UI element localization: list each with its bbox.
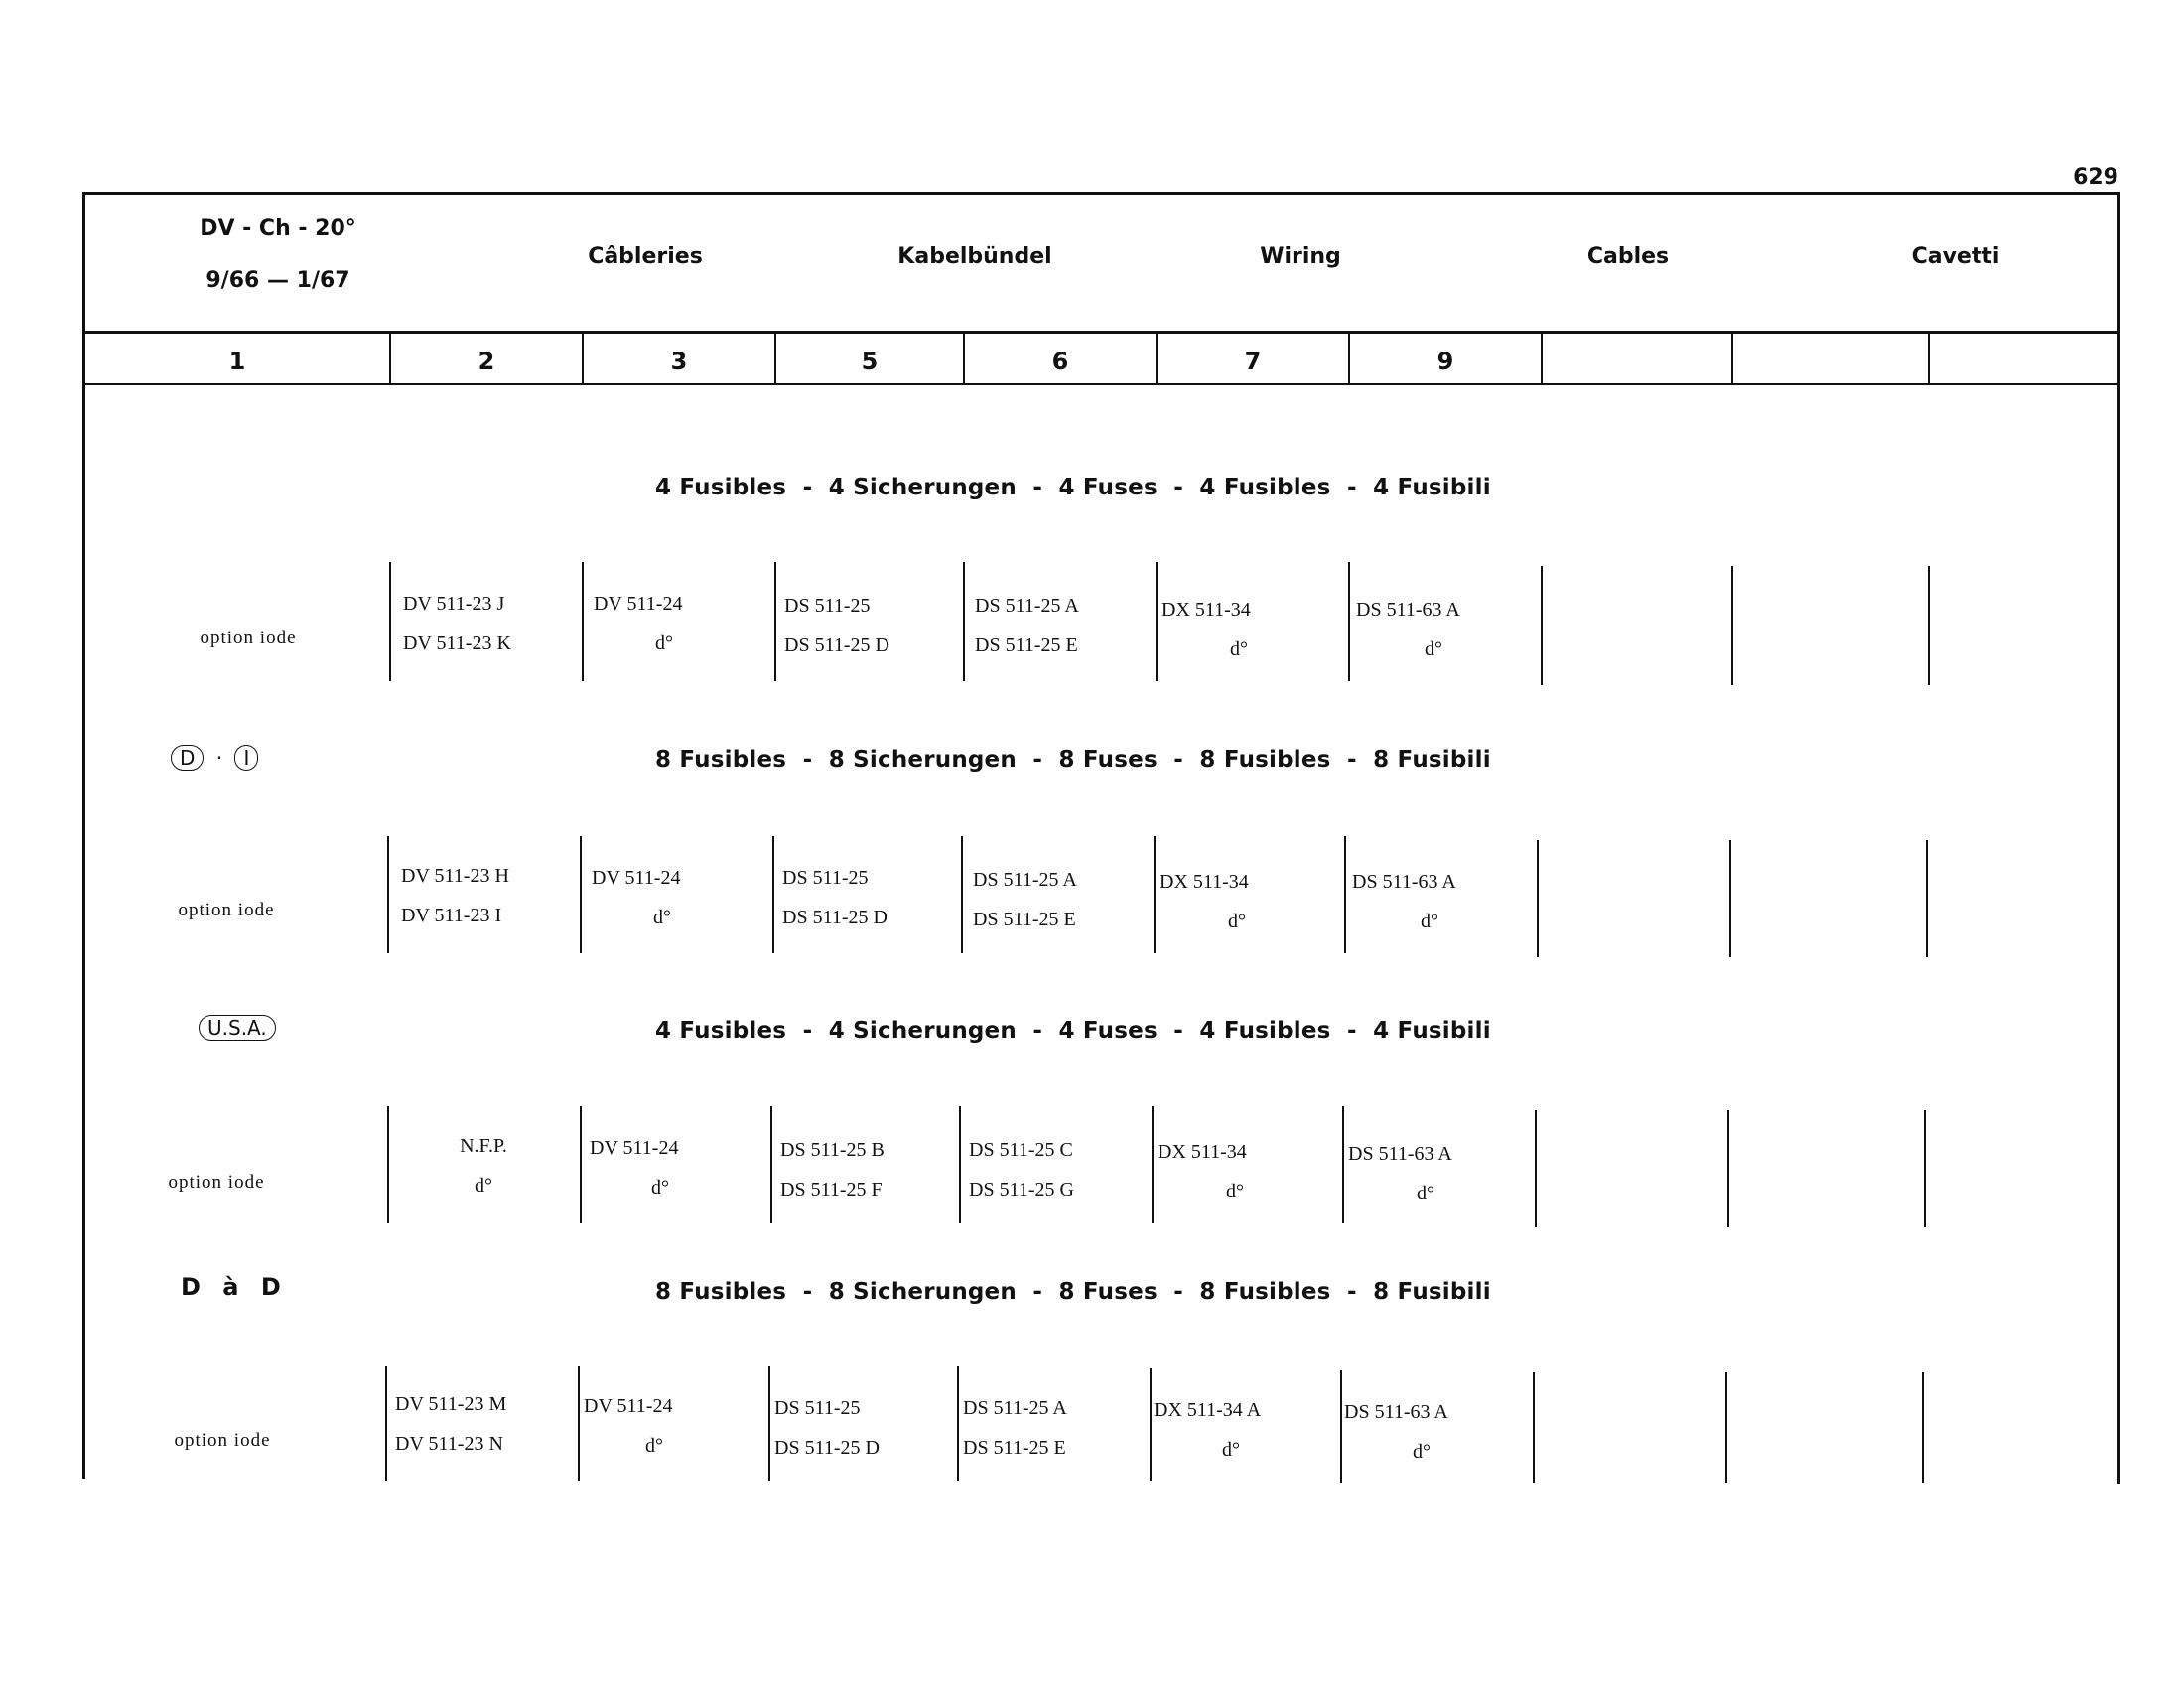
part-cell-col6: DS 511-25 A DS 511-25 E bbox=[973, 869, 1077, 930]
part-cell-col3: DV 511-24 d° bbox=[592, 867, 681, 928]
cell-divider bbox=[582, 562, 584, 681]
column-divider bbox=[1928, 334, 1930, 384]
cell-divider bbox=[1344, 836, 1346, 953]
table-right-border bbox=[2117, 192, 2120, 1484]
cell-divider bbox=[961, 836, 963, 953]
part-cell-col3: DV 511-24 d° bbox=[590, 1137, 679, 1198]
column-number-3: 3 bbox=[670, 348, 688, 375]
part-cell-col7: DX 511-34 d° bbox=[1158, 1141, 1247, 1202]
cell-divider bbox=[963, 562, 965, 681]
column-number-1: 1 bbox=[228, 348, 246, 375]
part-cell-col3: DV 511-24 d° bbox=[584, 1395, 673, 1457]
cell-divider bbox=[385, 1366, 387, 1481]
language-label-fr: Câbleries bbox=[588, 244, 703, 269]
column-divider bbox=[774, 334, 776, 384]
column-divider bbox=[389, 334, 391, 384]
option-label: option iode bbox=[174, 1430, 271, 1451]
fuse-group-heading: 4 Fusibles - 4 Sicherungen - 4 Fuses - 4 Fusibles - 4 Fusibili bbox=[655, 475, 1491, 500]
cell-divider bbox=[1156, 562, 1158, 681]
part-cell-col9: DS 511-63 A d° bbox=[1344, 1401, 1448, 1463]
fuse-group-heading: 4 Fusibles - 4 Sicherungen - 4 Fuses - 4 Fusibles - 4 Fusibili bbox=[655, 1018, 1491, 1044]
column-number-5: 5 bbox=[861, 348, 879, 375]
page-number: 629 bbox=[2073, 165, 2118, 190]
cell-divider bbox=[1340, 1370, 1342, 1483]
column-number-6: 6 bbox=[1051, 348, 1069, 375]
cell-divider bbox=[1727, 1110, 1729, 1227]
part-cell-col2: DV 511-23 H DV 511-23 I bbox=[401, 865, 509, 926]
language-label-it: Cavetti bbox=[1911, 244, 2000, 269]
cell-divider bbox=[772, 836, 774, 953]
part-cell-col7: DX 511-34 A d° bbox=[1154, 1399, 1262, 1461]
cell-divider bbox=[959, 1106, 961, 1223]
cell-divider bbox=[1725, 1372, 1727, 1483]
cell-divider bbox=[774, 562, 776, 681]
column-number-7: 7 bbox=[1244, 348, 1262, 375]
table-top-border bbox=[82, 192, 2120, 195]
column-number-9: 9 bbox=[1436, 348, 1454, 375]
language-label-de: Kabelbündel bbox=[897, 244, 1052, 269]
production-period: 9/66 — 1/67 bbox=[205, 268, 350, 293]
country-label-d-i: D · I bbox=[171, 745, 258, 771]
cell-divider bbox=[768, 1366, 770, 1481]
cell-divider bbox=[580, 836, 582, 953]
cell-divider bbox=[1928, 566, 1930, 685]
column-divider bbox=[1541, 334, 1543, 384]
cell-divider bbox=[770, 1106, 772, 1223]
option-label: option iode bbox=[178, 900, 275, 920]
part-cell-col6: DS 511-25 A DS 511-25 E bbox=[963, 1397, 1067, 1459]
part-cell-col5: DS 511-25 DS 511-25 D bbox=[774, 1397, 880, 1459]
language-label-en: Wiring bbox=[1260, 244, 1341, 269]
column-divider bbox=[582, 334, 584, 384]
cell-divider bbox=[1152, 1106, 1154, 1223]
fuse-group-heading: 8 Fusibles - 8 Sicherungen - 8 Fuses - 8 Fusibles - 8 Fusibili bbox=[655, 747, 1491, 773]
cell-divider bbox=[1154, 836, 1156, 953]
column-number-rule bbox=[82, 383, 2120, 385]
part-cell-col2: DV 511-23 M DV 511-23 N bbox=[395, 1393, 507, 1455]
column-divider bbox=[1731, 334, 1733, 384]
part-cell-col5: DS 511-25 B DS 511-25 F bbox=[780, 1139, 885, 1200]
part-cell-col9: DS 511-63 A d° bbox=[1348, 1143, 1452, 1204]
part-cell-col9: DS 511-63 A d° bbox=[1352, 871, 1456, 932]
part-cell-col2: N.F.P. d° bbox=[460, 1135, 507, 1196]
cell-divider bbox=[1537, 840, 1539, 957]
column-divider bbox=[1156, 334, 1158, 384]
cell-divider bbox=[1731, 566, 1733, 685]
cell-divider bbox=[1533, 1372, 1535, 1483]
cell-divider bbox=[1729, 840, 1731, 957]
option-label: option iode bbox=[200, 628, 297, 648]
column-divider bbox=[1348, 334, 1350, 384]
country-label-d-a-d: D à D bbox=[181, 1273, 281, 1301]
part-cell-col9: DS 511-63 A d° bbox=[1356, 599, 1460, 660]
header-rule bbox=[82, 331, 2120, 334]
cell-divider bbox=[389, 562, 391, 681]
part-cell-col2: DV 511-23 J DV 511-23 K bbox=[403, 593, 511, 654]
cell-divider bbox=[1342, 1106, 1344, 1223]
part-cell-col6: DS 511-25 A DS 511-25 E bbox=[975, 595, 1079, 656]
option-label: option iode bbox=[168, 1172, 265, 1193]
cell-divider bbox=[1348, 562, 1350, 681]
cell-divider bbox=[1541, 566, 1543, 685]
cell-divider bbox=[1922, 1372, 1924, 1483]
cell-divider bbox=[1926, 840, 1928, 957]
model-title: DV - Ch - 20° bbox=[200, 216, 356, 241]
language-label-es: Cables bbox=[1586, 244, 1670, 269]
column-divider bbox=[963, 334, 965, 384]
cell-divider bbox=[1535, 1110, 1537, 1227]
cell-divider bbox=[1150, 1368, 1152, 1481]
part-cell-col5: DS 511-25 DS 511-25 D bbox=[782, 867, 887, 928]
cell-divider bbox=[1924, 1110, 1926, 1227]
part-cell-col3: DV 511-24 d° bbox=[594, 593, 683, 654]
column-number-2: 2 bbox=[478, 348, 495, 375]
part-cell-col7: DX 511-34 d° bbox=[1161, 599, 1251, 660]
country-label-usa: U.S.A. bbox=[199, 1015, 276, 1041]
part-cell-col6: DS 511-25 C DS 511-25 G bbox=[969, 1139, 1074, 1200]
part-cell-col7: DX 511-34 d° bbox=[1160, 871, 1249, 932]
cell-divider bbox=[580, 1106, 582, 1223]
cell-divider bbox=[578, 1366, 580, 1481]
part-cell-col5: DS 511-25 DS 511-25 D bbox=[784, 595, 889, 656]
fuse-group-heading: 8 Fusibles - 8 Sicherungen - 8 Fuses - 8 Fusibles - 8 Fusibili bbox=[655, 1279, 1491, 1305]
cell-divider bbox=[957, 1366, 959, 1481]
cell-divider bbox=[387, 836, 389, 953]
